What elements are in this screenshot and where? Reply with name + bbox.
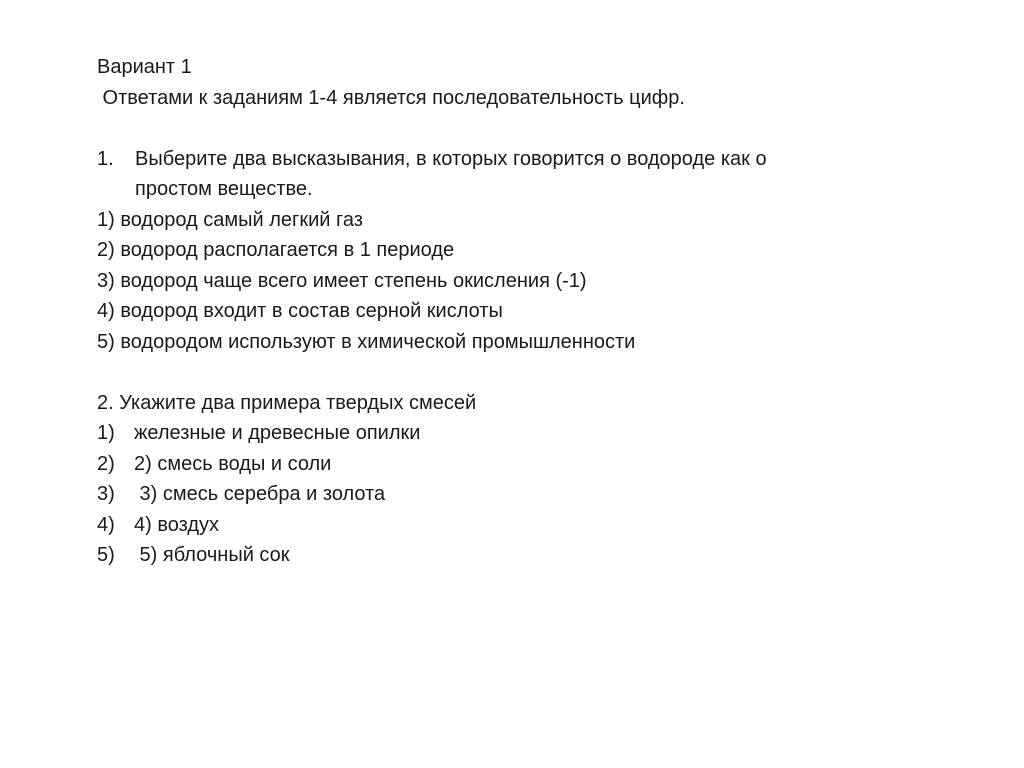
question-2-option-1-number: 1) (97, 422, 115, 444)
question-2-option-2-text: 2) смесь воды и соли (134, 452, 332, 475)
question-1-option-4: 4) водород входит в состав серной кислоты (97, 300, 503, 322)
question-2-title: 2. Укажите два примера твердых смесей (97, 391, 477, 414)
spacer (97, 357, 977, 388)
question-1-option-5: 5) водородом используют в химической промышленности (97, 330, 636, 353)
question-1-text-line-1: Выберите два высказывания, в которых говорится о водороде как о (135, 147, 767, 170)
instruction-text: Ответами к заданиям 1-4 является последовательность цифр. (97, 86, 685, 109)
question-2-option-4 (97, 510, 977, 541)
question-2-option-4-number: 4) (97, 513, 115, 536)
question-2-option-1-text: железные и древесные опилки (134, 422, 421, 444)
question-1-option-1: 1) водород самый легкий газ (97, 208, 363, 231)
slide-content (97, 52, 977, 571)
question-1-option-3: 3) водород чаще всего имеет степень окисления (-1) (97, 269, 587, 292)
question-2-option-3-number: 3) (97, 483, 115, 505)
question-2-option-5 (97, 540, 977, 571)
question-2-option-5-text: 5) яблочный сок (134, 544, 290, 566)
question-2-option-2 (97, 449, 977, 480)
spacer (97, 113, 977, 144)
question-1-text (135, 144, 977, 205)
question-1-number: 1. (97, 147, 114, 170)
question-2-option-3 (97, 479, 977, 510)
question-1-option-2: 2) водород располагается в 1 периоде (97, 239, 455, 261)
question-1 (97, 144, 977, 205)
question-2-option-5-number: 5) (97, 544, 115, 566)
question-2-option-1 (97, 418, 977, 449)
question-2-option-4-text: 4) воздух (134, 513, 220, 536)
question-2-option-2-number: 2) (97, 452, 115, 475)
variant-title: Вариант 1 (97, 56, 192, 78)
question-2-option-3-text: 3) смесь серебра и золота (134, 483, 386, 505)
question-1-text-line-2: простом веществе. (135, 178, 313, 200)
